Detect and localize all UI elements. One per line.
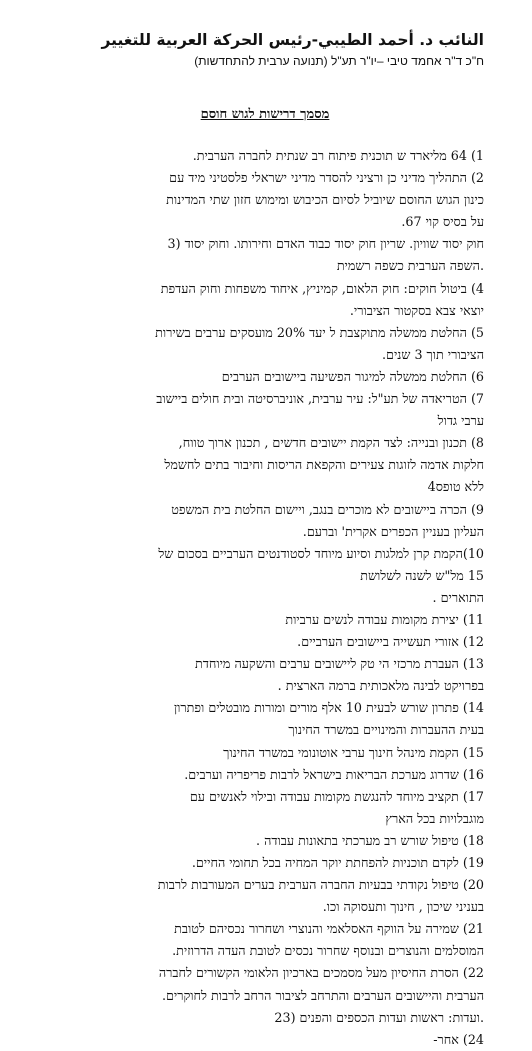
document-line: בעית ההעברות והמינויים במשרד החינוך bbox=[288, 722, 484, 738]
document-line: .השפה הערבית כשפה רשמית bbox=[336, 258, 484, 274]
document-line: יוצאי צבא בסקטור הציבורי. bbox=[349, 302, 484, 318]
document-line: חלקות אדמה לזוגות צעירים והקפאת הריסות וחיבור בתים לחשמל bbox=[164, 457, 484, 473]
document-line: 22) הסרת החיסיון מעל מסמכים בארכיון הלאומי הקשורים לחברה bbox=[158, 965, 484, 981]
document-line: התוארים . bbox=[432, 589, 484, 605]
document-line: 13) העברת מרכזי הי טק ליישובים ערבים והשקעה מיוחדת bbox=[194, 656, 484, 672]
document-line: 5) החלטת ממשלה מתוקצבת ל יעד 20% מועסקים ערבים בשירות bbox=[155, 324, 484, 340]
document-line: 2) התהליך מדיני כן ורציני להסדר מדיני ישראלי פלסטיני מיד עם bbox=[169, 170, 484, 186]
document-line: 19) לקדם תוכניות להפחתת יוקר המחיה בכל תחומי החיים. bbox=[191, 855, 484, 870]
document-line: .ועדות: ראשות ועדות הכספים והפנים (23 bbox=[274, 1009, 484, 1025]
document-line: המוסלמים והנוצרים ובנוסף שחרור נכסים לטובת העדה הדרוזית. bbox=[172, 943, 484, 959]
letterhead-subtitle: ח"כ ד"ר אחמד טיבי –יו"ר תע"ל (תנועה ערבית להתחדשות) bbox=[194, 54, 484, 68]
document-line: 14) פתרון שורש לבעית 10 אלף מורים ומורות מובטלים ופתרון bbox=[173, 700, 484, 716]
document-line: 7) הטריאדה של תע"ל: עיר ערבית, אוניברסיטה ובית חולים ביישוב bbox=[156, 391, 484, 407]
document-line: מוגבלויות בכל הארץ bbox=[385, 810, 484, 826]
document-line: 4) ביטול חוקים: חוק הלאום, קמיניץ, איחוד משפחות וחוק העדפת bbox=[160, 280, 484, 296]
document-line: 6) החלטת ממשלה למיגור הפשיעה ביישובים הערבים bbox=[221, 368, 484, 384]
document-line: ללא טופס4 bbox=[427, 479, 484, 495]
document-line: חוק יסוד שוויון. שריון חוק יסוד כבוד האדם וחירותו. וחוק יסוד (3 bbox=[167, 236, 484, 252]
document-line: 20) טיפול נקודתי בבעיות החברה הערבית בערים המעורבות לרבות bbox=[157, 877, 484, 893]
document-heading: מסמך דרישות לגוש חוסם bbox=[200, 107, 330, 122]
document-line: 11) יצירת מקומות עבודה לנשים ערביות bbox=[285, 611, 484, 627]
document-line: הערבית והיישובים הערבים והתרחב לציבור הרחב לרבות לחוקרים. bbox=[161, 987, 484, 1003]
letterhead-title: النائب د. أحمد الطيبي-رئيس الحركة العربية للتغيير bbox=[101, 31, 484, 49]
letterhead bbox=[46, 30, 484, 69]
document-line: 8) תכנון ובנייה: לצד הקמת יישובים חדשים , תכנון ארוך טווח, bbox=[178, 435, 484, 451]
document-line: כינון הגוש החוסם שיוביל לסיום הכיבוש ומימוש חזון שתי המדינות bbox=[166, 192, 484, 208]
document-line: על בסיס קוי 67. bbox=[401, 214, 484, 230]
document-line: 9) הכרה ביישובים לא מוכרים בנגב, ויישום החלטת בית המשפט bbox=[171, 501, 484, 517]
document-line: 15 מל"ש לשנה לשלושת bbox=[360, 567, 484, 583]
document-line: 15) הקמת מינהל חינוך ערבי אוטונומי במשרד החינוך bbox=[223, 744, 484, 760]
document-line: 21) שמירה על הווקף האסלאמי והנוצרי ושחרור נכסיהם לטובת bbox=[174, 921, 484, 937]
demands-list bbox=[46, 145, 484, 1051]
document-line: העליון בעניין הכפרים אקרית' וברעם. bbox=[302, 523, 484, 539]
document-line: בעניני שיכון , חינוך ותעסוקה וכו. bbox=[322, 899, 484, 915]
document-line: בפרויקט לבינה מלאכותית ברמה הארצית . bbox=[277, 678, 484, 694]
document-line: 17) תקציב מיוחד להנגשת מקומות עבודה ובילוי לאנשים עם bbox=[189, 788, 484, 804]
document-line: 18) טיפול שורש רב מערכתי בתאונות עבודה . bbox=[256, 832, 484, 848]
document-line: 1) 64 מליארד ש תוכנית פיתוח רב שנתית לחברה הערבית. bbox=[192, 148, 484, 163]
document-line: 16) שדרוג מערכת הבריאות בישראל לרבות פריפריה וערבים. bbox=[184, 766, 484, 782]
document-line: 24) אחר- bbox=[433, 1031, 484, 1047]
document-line: ערבי גדול bbox=[437, 413, 484, 429]
document-line: 10)הקמת קרן למלגות וסיוע מיוחד לסטודנטים הערביים בסכום של bbox=[158, 545, 484, 561]
document-line: 12) אזורי תעשייה ביישובים הערביים. bbox=[297, 634, 484, 650]
document-line: הציבורי תוך 3 שנים. bbox=[382, 346, 484, 362]
